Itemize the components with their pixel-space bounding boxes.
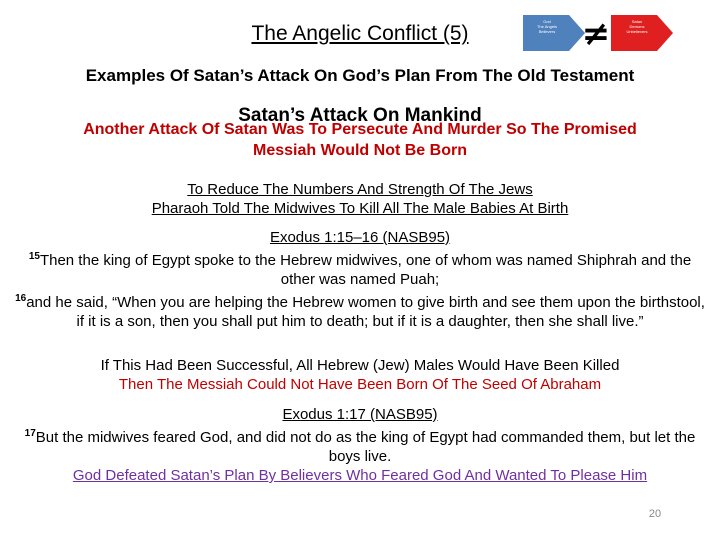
red-heading-line-1: Another Attack Of Satan Was To Persecute And Murder So The Promised bbox=[83, 121, 637, 138]
verse-16 bbox=[10, 289, 710, 331]
point-1-line-1: To Reduce The Numbers And Strength Of The Jews bbox=[187, 181, 533, 198]
verse-15 bbox=[10, 247, 710, 289]
scripture-block-2 bbox=[10, 405, 710, 485]
blue-arrow-line-3: Believers bbox=[538, 29, 556, 34]
red-arrow-text bbox=[611, 19, 663, 34]
section-heading: Satan’s Attack On Mankind bbox=[238, 105, 482, 126]
verse-15-text: Then the king of Egypt spoke to the Hebrew midwives, one of whom was named Shiphrah and the other was named Puah; bbox=[39, 252, 692, 288]
page-number: 20 bbox=[648, 508, 662, 520]
conclusion-link[interactable]: God Defeated Satan’s Plan By Believers Who Feared God And Wanted To Please Him bbox=[72, 467, 648, 484]
slide-title: The Angelic Conflict (5) bbox=[251, 22, 469, 45]
blue-arrow-line-1: God bbox=[543, 19, 551, 24]
point-1-line-2: Pharaoh Told The Midwives To Kill All The Male Babies At Birth bbox=[151, 200, 569, 217]
red-heading bbox=[10, 119, 710, 161]
verse-17 bbox=[10, 424, 710, 466]
red-heading-line-2: Messiah Would Not Be Born bbox=[253, 142, 467, 159]
point-1 bbox=[60, 180, 660, 218]
blue-arrow-text bbox=[523, 19, 571, 34]
verse-16-number: 16 bbox=[15, 293, 27, 304]
verse-17-number: 17 bbox=[24, 428, 36, 439]
scripture-ref-2: Exodus 1:17 (NASB95) bbox=[282, 406, 438, 423]
scripture-ref-1: Exodus 1:15–16 (NASB95) bbox=[269, 229, 451, 246]
not-equal-icon: ≠ bbox=[581, 14, 611, 54]
blue-arrow-line-2: The Angels bbox=[536, 24, 557, 29]
verse-17-text: But the midwives feared God, and did not do as the king of Egypt had commanded them, but let the boys live. bbox=[35, 429, 696, 465]
subtitle: Examples Of Satan’s Attack On God’s Plan From The Old Testament bbox=[85, 66, 635, 85]
consequence-line-2: Then The Messiah Could Not Have Been Born Of The Seed Of Abraham bbox=[118, 376, 602, 393]
red-arrow-line-1: Satan bbox=[631, 19, 643, 24]
verse-16-text: and he said, “When you are helping the Hebrew women to give birth and see them upon the birthstool, if it is a son, then you shall put him to death; but if it is a daughter, then she shall live.” bbox=[26, 294, 705, 330]
consequence bbox=[10, 356, 710, 394]
verse-15-number: 15 bbox=[28, 251, 40, 262]
red-arrow-line-2: Demons bbox=[629, 24, 645, 29]
scripture-block-1 bbox=[10, 228, 710, 331]
consequence-line-1: If This Had Been Successful, All Hebrew (Jew) Males Would Have Been Killed bbox=[100, 357, 620, 374]
red-arrow-line-3: Unbelievers bbox=[626, 29, 648, 34]
